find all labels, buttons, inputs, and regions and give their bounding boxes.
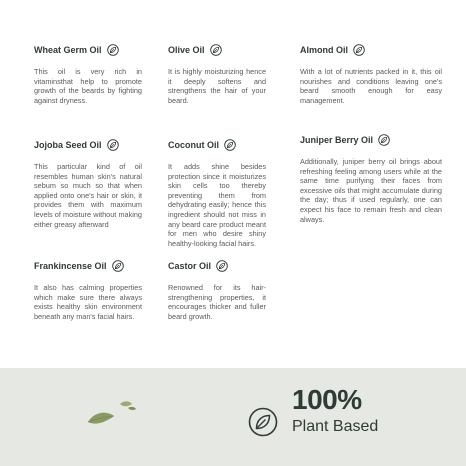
card-description: Additionally, juniper berry oil brings about refreshing feeling among users while at the same time purifying their faces from excessive oils that might accumulate during the day; thus if used regularly, one can expect his face to remain fresh and clean always.	[300, 157, 442, 224]
card-olive-oil	[168, 44, 266, 105]
card-title: Wheat Germ Oil	[34, 45, 102, 55]
leaf-icon	[216, 260, 228, 272]
card-title: Olive Oil	[168, 45, 205, 55]
card-castor-oil	[168, 260, 266, 321]
leaf-icon	[378, 134, 390, 146]
leaf-icon	[210, 44, 222, 56]
leaf-icon	[107, 139, 119, 151]
leaf-icon	[248, 407, 278, 437]
card-description: With a lot of nutrients packed in it, this oil nourishes and conditions leaving one's beard smooth enough for easy management.	[300, 67, 442, 105]
plant-based-banner	[0, 368, 466, 466]
card-frankincense-oil	[34, 260, 142, 321]
card-almond-oil	[300, 44, 442, 105]
card-juniper-berry-oil	[300, 134, 442, 224]
card-jojoba-seed-oil	[34, 139, 142, 229]
card-description: This particular kind of oil resembles human skin's natural sebum so much so that when applied onto one's hair or skin, it provides them with maximum levels of moisture without making either greasy afterward	[34, 162, 142, 229]
card-title: Almond Oil	[300, 45, 348, 55]
card-title: Coconut Oil	[168, 140, 219, 150]
card-coconut-oil	[168, 139, 266, 248]
card-description: This oil is very rich in vitaminsthat help to promote growth of the beards by fighting against dryness.	[34, 67, 142, 105]
card-title: Jojoba Seed Oil	[34, 140, 102, 150]
card-title: Frankincense Oil	[34, 261, 107, 271]
leaf-icon	[112, 260, 124, 272]
card-description: Renowned for its hair-strengthening properties, it encourages thicker and fuller beard growth.	[168, 283, 266, 321]
card-description: It adds shine besides protection since it moisturizes skin cells too thereby preventing them from dehydrating easily; hence this ingredient should not miss in any beard care product meant for men who desire shiny healthy-looking facial hairs.	[168, 162, 266, 248]
card-description: It also has calming properties which make sure there always exists healthy skin environment beneath any man's facial hairs.	[34, 283, 142, 321]
card-title: Castor Oil	[168, 261, 212, 271]
leaf-icon	[224, 139, 236, 151]
leaf-icon	[107, 44, 119, 56]
card-description: It is highly moisturizing hence it deeply softens and strengthens the hair of your beard.	[168, 67, 266, 105]
plant-based-label: Plant Based	[292, 418, 379, 435]
card-wheat-germ-oil	[34, 44, 142, 105]
leaf-icon	[353, 44, 365, 56]
plant-percent: 100%	[292, 384, 362, 415]
green-leaves-image	[84, 396, 154, 446]
card-title: Juniper Berry Oil	[300, 135, 374, 145]
